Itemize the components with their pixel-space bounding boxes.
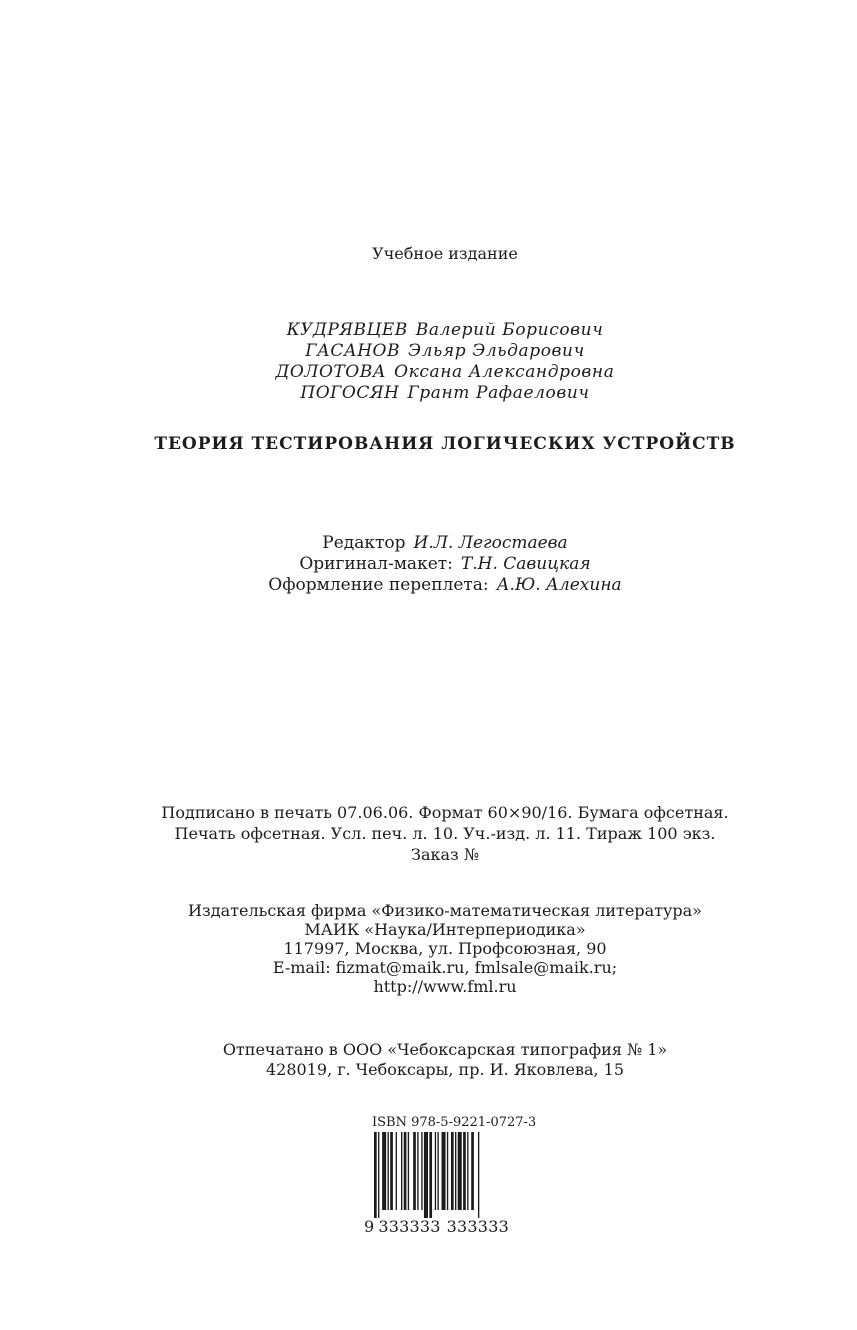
author-name: Валерий Борисович xyxy=(415,320,604,340)
book-title xyxy=(0,434,857,454)
print-info xyxy=(0,802,857,865)
barcode-bar xyxy=(408,1132,409,1210)
publisher-website: http://www.fml.ru xyxy=(373,977,517,996)
barcode-bar xyxy=(463,1132,466,1210)
author-line xyxy=(0,320,857,341)
publisher-email: E-mail: fizmat@maik.ru, fmlsale@maik.ru; xyxy=(272,958,618,977)
staff-line xyxy=(0,554,857,575)
barcode-icon xyxy=(364,1132,528,1218)
barcode-bar xyxy=(478,1132,479,1218)
publisher-line: Издательская фирма «Физико-математическая литература» xyxy=(188,901,702,920)
author-name: Эльяр Эльдарович xyxy=(408,341,585,361)
barcode-bar xyxy=(396,1132,397,1210)
printer-info xyxy=(0,1040,857,1080)
barcode-bar xyxy=(421,1132,422,1210)
publisher-info xyxy=(0,901,857,996)
publisher-line: МАИК «Наука/Интерпериодика» xyxy=(304,920,586,939)
author-surname: ГАСАНОВ xyxy=(305,341,400,361)
barcode-bar xyxy=(413,1132,416,1210)
print-info-line: Подписано в печать 07.06.06. Формат 60×90/16. Бумага офсетная. xyxy=(161,803,729,822)
edition-type-text: Учебное издание xyxy=(372,244,518,263)
staff-person: И.Л. Легостаева xyxy=(413,533,568,553)
printer-line: 428019, г. Чебоксары, пр. И. Яковлева, 15 xyxy=(265,1060,625,1079)
author-line xyxy=(0,341,857,362)
staff-person: А.Ю. Алехина xyxy=(496,575,622,595)
print-info-line: Печать офсетная. Усл. печ. л. 10. Уч.-изд. л. 11. Тираж 100 экз. xyxy=(174,824,716,843)
barcode-left-digits: 333333 xyxy=(378,1217,441,1236)
staff-line xyxy=(0,575,857,596)
barcode-bar xyxy=(374,1132,377,1218)
barcode-bar xyxy=(417,1132,418,1210)
barcode-bar xyxy=(455,1132,456,1210)
staff-role: Оригинал-макет: xyxy=(299,554,453,574)
barcode-bar xyxy=(447,1132,448,1210)
author-name: Оксана Александровна xyxy=(394,362,615,382)
barcode-bar xyxy=(382,1132,386,1210)
barcode-bar xyxy=(437,1132,438,1210)
barcode-bar xyxy=(467,1132,468,1210)
author-list xyxy=(0,320,857,404)
barcode-bar xyxy=(390,1132,393,1210)
staff-role: Оформление переплета: xyxy=(268,575,489,595)
author-surname: ДОЛОТОВА xyxy=(275,362,387,382)
print-info-line: Заказ № xyxy=(411,845,479,864)
barcode-bar xyxy=(451,1132,454,1210)
author-surname: КУДРЯВЦЕВ xyxy=(286,320,408,340)
barcode-right-digits: 333333 xyxy=(446,1217,509,1236)
book-title-text: ТЕОРИЯ ТЕСТИРОВАНИЯ ЛОГИЧЕСКИХ УСТРОЙСТВ xyxy=(154,434,736,454)
barcode-bar xyxy=(442,1132,446,1210)
barcode-bar xyxy=(401,1132,402,1210)
barcode-bar xyxy=(458,1132,462,1210)
edition-type xyxy=(0,244,857,263)
author-line xyxy=(0,362,857,383)
printer-line: Отпечатано в ООО «Чебоксарская типография № 1» xyxy=(222,1040,668,1059)
barcode-bar xyxy=(424,1132,428,1218)
barcode-digits xyxy=(364,1217,509,1236)
staff-credits xyxy=(0,533,857,596)
author-name: Грант Рафаелович xyxy=(407,383,590,403)
barcode-bar xyxy=(378,1132,379,1218)
barcode-bar xyxy=(435,1132,436,1210)
barcode-bar xyxy=(388,1132,389,1210)
author-surname: ПОГОСЯН xyxy=(300,383,400,403)
barcode-bar xyxy=(429,1132,432,1218)
isbn-number: ISBN 978-5-9221-0727-3 xyxy=(372,1115,537,1130)
staff-role: Редактор xyxy=(322,533,406,553)
barcode-bar xyxy=(404,1132,407,1210)
publisher-line: 117997, Москва, ул. Профсоюзная, 90 xyxy=(283,939,607,958)
isbn-barcode-block xyxy=(364,1115,537,1236)
barcode-bar xyxy=(471,1132,474,1210)
barcode-lead-digit: 9 xyxy=(364,1217,375,1236)
author-line xyxy=(0,383,857,404)
staff-line xyxy=(0,533,857,554)
staff-person: Т.Н. Савицкая xyxy=(460,554,591,574)
